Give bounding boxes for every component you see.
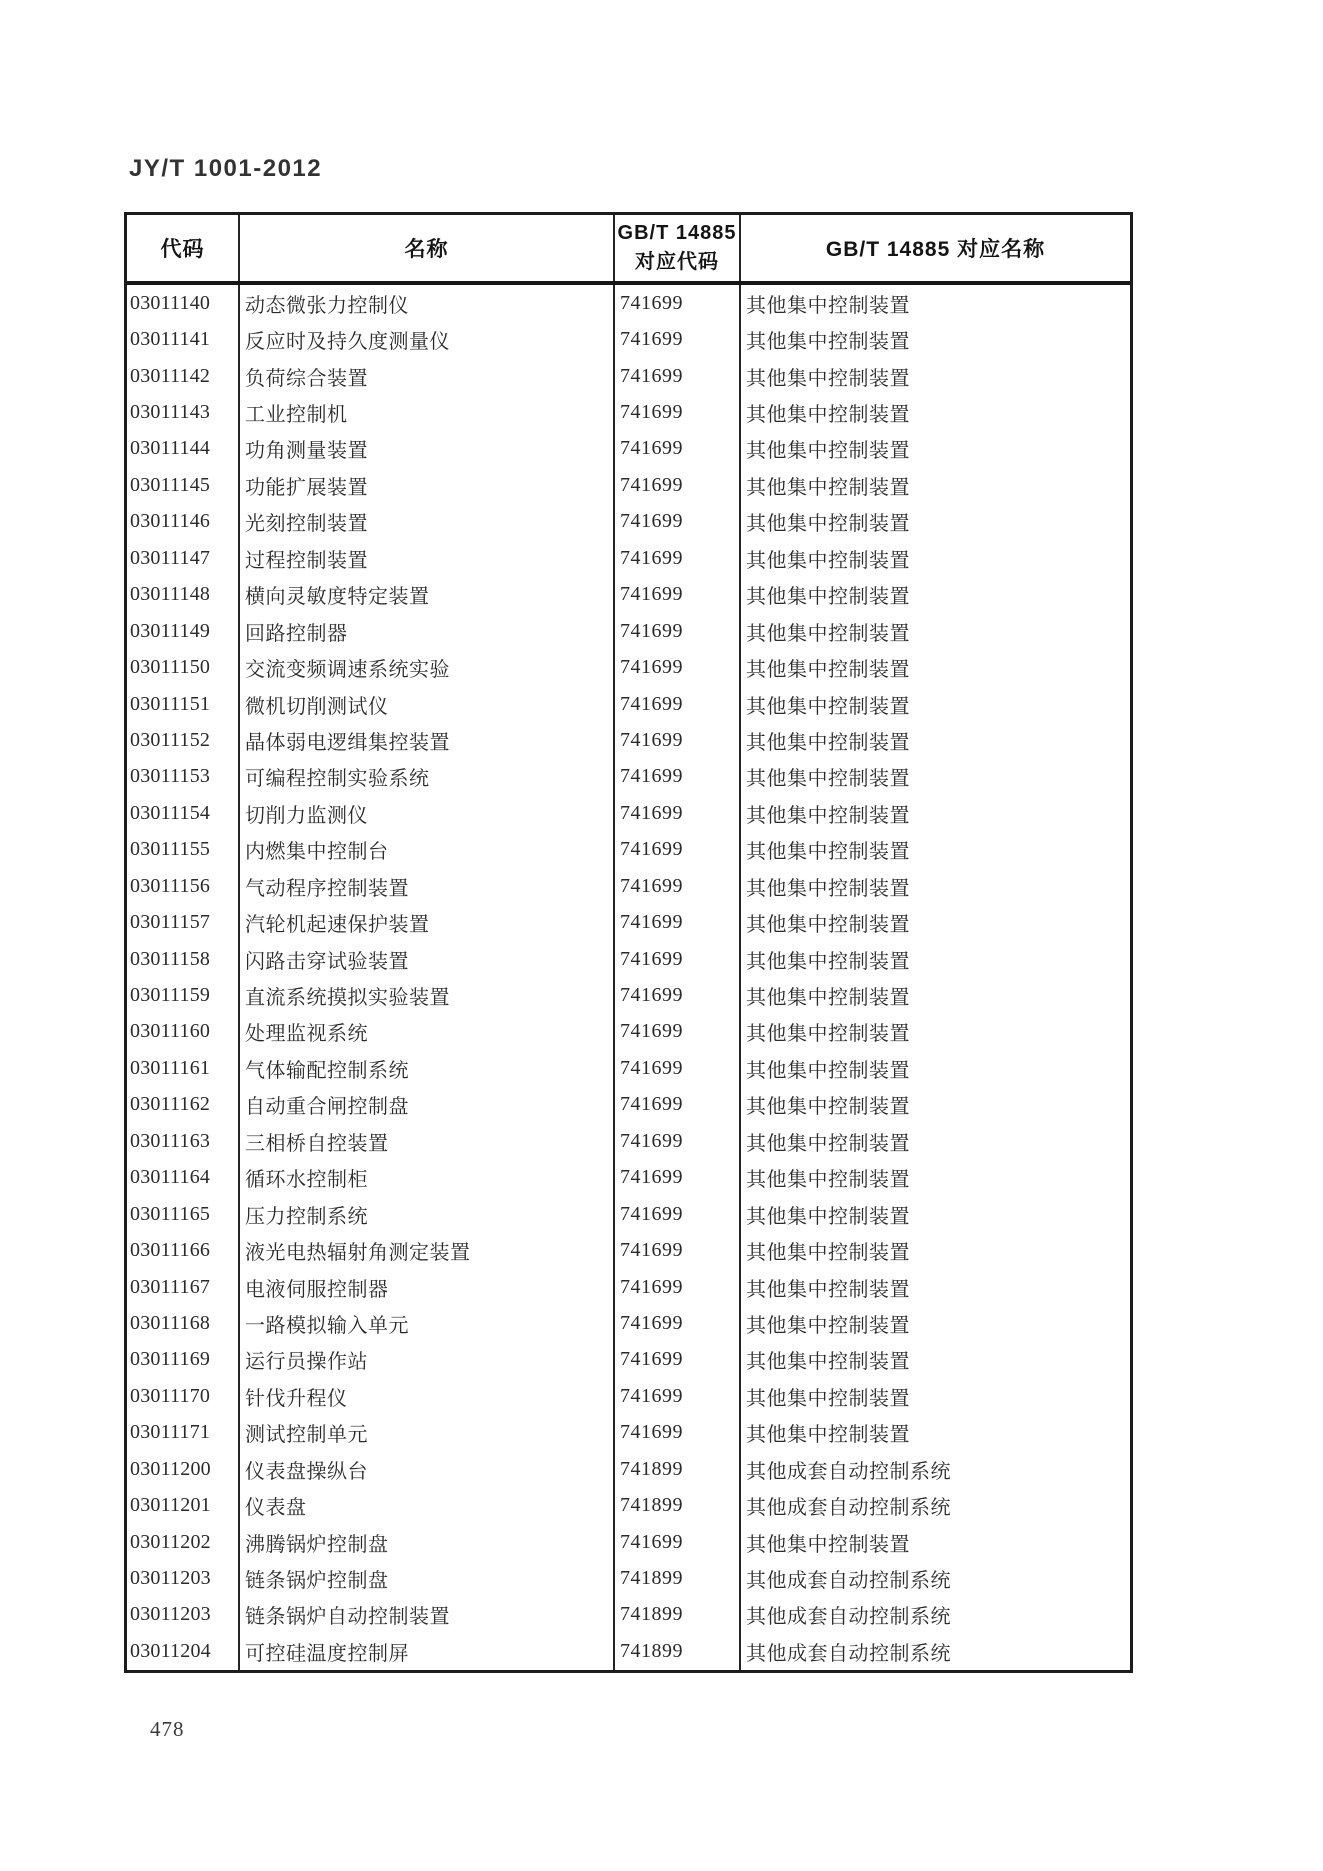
row-gbt-name-cell: 其他集中控制装置 (739, 1160, 1130, 1196)
table-row (127, 832, 1130, 868)
row-gbt-name-cell: 其他集中控制装置 (739, 358, 1130, 394)
table-row (127, 394, 1130, 430)
row-name-cell: 可编程控制实验系统 (238, 759, 613, 795)
row-code-cell: 03011160 (130, 1020, 211, 1043)
table-row (127, 1305, 1130, 1341)
row-code-cell: 03011164 (130, 1166, 211, 1189)
row-gbt-name-cell: 其他集中控制装置 (739, 1014, 1130, 1050)
table-row (127, 1342, 1130, 1378)
row-name-cell: 回路控制器 (238, 613, 613, 649)
table-row (127, 613, 1130, 649)
row-name-cell: 反应时及持久度测量仪 (238, 321, 613, 357)
row-code-cell: 03011204 (130, 1639, 211, 1662)
row-gbt-code-cell: 741699 (613, 504, 739, 540)
row-gbt-name-cell: 其他集中控制装置 (739, 1087, 1130, 1123)
row-gbt-code-cell: 741699 (613, 686, 739, 722)
row-name-cell: 链条锅炉控制盘 (238, 1560, 613, 1596)
row-gbt-name-cell: 其他集中控制装置 (739, 686, 1130, 722)
row-gbt-name-cell: 其他成套自动控制系统 (739, 1597, 1130, 1633)
row-name-cell: 一路模拟输入单元 (238, 1305, 613, 1341)
row-code-cell: 03011147 (130, 546, 211, 569)
table-row (127, 431, 1130, 467)
header-cell-name: 名称 (238, 215, 613, 281)
row-gbt-name-cell: 其他集中控制装置 (739, 1123, 1130, 1159)
header-gbt-code-line2: 对应代码 (635, 251, 719, 273)
row-gbt-code-cell: 741699 (613, 431, 739, 467)
table-row (127, 795, 1130, 831)
code-mapping-table (124, 212, 1133, 1673)
table-row (127, 977, 1130, 1013)
row-code-cell: 03011171 (130, 1421, 211, 1444)
row-gbt-name-cell: 其他集中控制装置 (739, 613, 1130, 649)
row-gbt-name-cell: 其他集中控制装置 (739, 868, 1130, 904)
row-gbt-code-cell: 741699 (613, 285, 739, 321)
row-code-cell: 03011146 (130, 510, 211, 533)
row-code-cell: 03011161 (130, 1056, 211, 1079)
row-code-cell: 03011153 (130, 765, 211, 788)
row-name-cell: 直流系统摸拟实验装置 (238, 977, 613, 1013)
row-name-cell: 运行员操作站 (238, 1342, 613, 1378)
row-gbt-name-cell: 其他集中控制装置 (739, 1342, 1130, 1378)
document-standard-number: JY/T 1001-2012 (129, 155, 323, 182)
table-row (127, 504, 1130, 540)
row-gbt-name-cell: 其他集中控制装置 (739, 321, 1130, 357)
table-row (127, 1633, 1130, 1669)
table-row (127, 358, 1130, 394)
table-row (127, 1196, 1130, 1232)
row-gbt-name-cell: 其他成套自动控制系统 (739, 1451, 1130, 1487)
row-name-cell: 气体输配控制系统 (238, 1050, 613, 1086)
row-code-cell: 03011157 (130, 911, 211, 934)
table-row (127, 1597, 1130, 1633)
row-code-cell: 03011203 (130, 1603, 211, 1626)
row-name-cell: 循环水控制柜 (238, 1160, 613, 1196)
row-gbt-code-cell: 741699 (613, 832, 739, 868)
row-name-cell: 功能扩展装置 (238, 467, 613, 503)
row-gbt-name-cell: 其他集中控制装置 (739, 431, 1130, 467)
row-gbt-code-cell: 741699 (613, 795, 739, 831)
table-row (127, 540, 1130, 576)
row-name-cell: 沸腾锅炉控制盘 (238, 1524, 613, 1560)
row-gbt-name-cell: 其他集中控制装置 (739, 1050, 1130, 1086)
row-gbt-name-cell: 其他集中控制装置 (739, 394, 1130, 430)
row-gbt-name-cell: 其他集中控制装置 (739, 795, 1130, 831)
row-gbt-code-cell: 741899 (613, 1597, 739, 1633)
row-name-cell: 仪表盘操纵台 (238, 1451, 613, 1487)
row-code-cell: 03011165 (130, 1202, 211, 1225)
row-gbt-code-cell: 741699 (613, 1415, 739, 1451)
row-code-cell: 03011143 (130, 401, 211, 424)
row-code-cell: 03011141 (130, 328, 211, 351)
row-gbt-name-cell: 其他集中控制装置 (739, 1524, 1130, 1560)
table-row (127, 1160, 1130, 1196)
row-code-cell: 03011150 (130, 656, 211, 679)
row-gbt-code-cell: 741699 (613, 1378, 739, 1414)
row-code-cell: 03011144 (130, 437, 211, 460)
table-row (127, 285, 1130, 321)
table-row (127, 1378, 1130, 1414)
table-row (127, 577, 1130, 613)
row-code-cell: 03011163 (130, 1129, 211, 1152)
row-gbt-name-cell: 其他集中控制装置 (739, 941, 1130, 977)
row-gbt-code-cell: 741699 (613, 467, 739, 503)
row-gbt-name-cell: 其他集中控制装置 (739, 832, 1130, 868)
row-code-cell: 03011142 (130, 364, 211, 387)
table-row (127, 1560, 1130, 1596)
table-row (127, 1050, 1130, 1086)
row-name-cell: 工业控制机 (238, 394, 613, 430)
table-row (127, 1123, 1130, 1159)
header-cell-gbt-code (613, 215, 739, 281)
table-row (127, 941, 1130, 977)
row-name-cell: 微机切削测试仪 (238, 686, 613, 722)
row-gbt-name-cell: 其他集中控制装置 (739, 467, 1130, 503)
row-gbt-code-cell: 741699 (613, 1524, 739, 1560)
row-name-cell: 光刻控制装置 (238, 504, 613, 540)
table-row (127, 722, 1130, 758)
row-code-cell: 03011203 (130, 1567, 211, 1590)
row-code-cell: 03011145 (130, 473, 211, 496)
row-code-cell: 03011151 (130, 692, 211, 715)
row-gbt-code-cell: 741899 (613, 1451, 739, 1487)
row-gbt-name-cell: 其他集中控制装置 (739, 1415, 1130, 1451)
row-code-cell: 03011169 (130, 1348, 211, 1371)
row-code-cell: 03011159 (130, 984, 211, 1007)
table-header-row (127, 215, 1130, 285)
row-name-cell: 过程控制装置 (238, 540, 613, 576)
row-name-cell: 闪路击穿试验装置 (238, 941, 613, 977)
row-gbt-code-cell: 741699 (613, 394, 739, 430)
row-name-cell: 三相桥自控装置 (238, 1123, 613, 1159)
row-gbt-name-cell: 其他集中控制装置 (739, 759, 1130, 795)
row-code-cell: 03011168 (130, 1311, 211, 1334)
row-name-cell: 气动程序控制装置 (238, 868, 613, 904)
row-name-cell: 内燃集中控制台 (238, 832, 613, 868)
header-cell-gbt-name: GB/T 14885 对应名称 (739, 215, 1130, 281)
row-code-cell: 03011148 (130, 583, 211, 606)
row-gbt-code-cell: 741699 (613, 577, 739, 613)
table-row (127, 1524, 1130, 1560)
row-code-cell: 03011170 (130, 1384, 211, 1407)
row-gbt-name-cell: 其他集中控制装置 (739, 1305, 1130, 1341)
row-name-cell: 负荷综合装置 (238, 358, 613, 394)
row-code-cell: 03011154 (130, 801, 211, 824)
row-code-cell: 03011167 (130, 1275, 211, 1298)
row-gbt-name-cell: 其他集中控制装置 (739, 1269, 1130, 1305)
header-cell-code: 代码 (160, 238, 205, 261)
row-name-cell: 功角测量装置 (238, 431, 613, 467)
row-gbt-code-cell: 741699 (613, 904, 739, 940)
row-gbt-code-cell: 741699 (613, 649, 739, 685)
header-gbt-code-line1: GB/T 14885 (617, 222, 737, 244)
row-code-cell: 03011162 (130, 1093, 211, 1116)
row-name-cell: 切削力监测仪 (238, 795, 613, 831)
row-gbt-name-cell: 其他集中控制装置 (739, 285, 1130, 321)
row-gbt-code-cell: 741699 (613, 868, 739, 904)
row-gbt-name-cell: 其他集中控制装置 (739, 977, 1130, 1013)
table-row (127, 321, 1130, 357)
row-name-cell: 处理监视系统 (238, 1014, 613, 1050)
table-row (127, 868, 1130, 904)
row-name-cell: 液光电热辐射角测定装置 (238, 1232, 613, 1268)
row-name-cell: 链条锅炉自动控制装置 (238, 1597, 613, 1633)
row-code-cell: 03011158 (130, 947, 211, 970)
row-code-cell: 03011200 (130, 1457, 211, 1480)
row-gbt-code-cell: 741699 (613, 1269, 739, 1305)
row-code-cell: 03011166 (130, 1239, 211, 1262)
row-gbt-code-cell: 741699 (613, 1196, 739, 1232)
row-code-cell: 03011149 (130, 619, 211, 642)
table-body (127, 285, 1130, 1670)
table-row (127, 1014, 1130, 1050)
row-gbt-code-cell: 741699 (613, 1050, 739, 1086)
row-gbt-name-cell: 其他集中控制装置 (739, 540, 1130, 576)
row-name-cell: 针伐升程仪 (238, 1378, 613, 1414)
row-gbt-code-cell: 741699 (613, 1305, 739, 1341)
row-name-cell: 测试控制单元 (238, 1415, 613, 1451)
row-code-cell: 03011202 (130, 1530, 211, 1553)
row-gbt-name-cell: 其他集中控制装置 (739, 1378, 1130, 1414)
row-gbt-code-cell: 741899 (613, 1560, 739, 1596)
row-code-cell: 03011156 (130, 874, 211, 897)
page-number: 478 (150, 1717, 185, 1741)
row-gbt-code-cell: 741699 (613, 613, 739, 649)
row-gbt-code-cell: 741699 (613, 1123, 739, 1159)
row-gbt-code-cell: 741699 (613, 321, 739, 357)
row-gbt-code-cell: 741699 (613, 1160, 739, 1196)
row-gbt-name-cell: 其他集中控制装置 (739, 722, 1130, 758)
row-name-cell: 可控硅温度控制屏 (238, 1633, 613, 1669)
row-name-cell: 电液伺服控制器 (238, 1269, 613, 1305)
row-gbt-name-cell: 其他成套自动控制系统 (739, 1633, 1130, 1669)
row-gbt-code-cell: 741699 (613, 941, 739, 977)
row-gbt-code-cell: 741699 (613, 1087, 739, 1123)
row-name-cell: 仪表盘 (238, 1487, 613, 1523)
row-gbt-name-cell: 其他集中控制装置 (739, 649, 1130, 685)
table-row (127, 1487, 1130, 1523)
row-gbt-name-cell: 其他成套自动控制系统 (739, 1560, 1130, 1596)
table-row (127, 649, 1130, 685)
row-gbt-code-cell: 741899 (613, 1633, 739, 1669)
row-gbt-code-cell: 741699 (613, 540, 739, 576)
row-name-cell: 压力控制系统 (238, 1196, 613, 1232)
table-row (127, 904, 1130, 940)
row-gbt-code-cell: 741699 (613, 1232, 739, 1268)
row-gbt-code-cell: 741699 (613, 1342, 739, 1378)
table-row (127, 1087, 1130, 1123)
table-row (127, 686, 1130, 722)
table-row (127, 1269, 1130, 1305)
row-gbt-name-cell: 其他集中控制装置 (739, 1196, 1130, 1232)
row-gbt-name-cell: 其他集中控制装置 (739, 1232, 1130, 1268)
row-gbt-code-cell: 741699 (613, 1014, 739, 1050)
table-row (127, 467, 1130, 503)
table-row (127, 1451, 1130, 1487)
row-gbt-code-cell: 741699 (613, 722, 739, 758)
row-gbt-code-cell: 741899 (613, 1487, 739, 1523)
table-row (127, 1415, 1130, 1451)
row-code-cell: 03011201 (130, 1494, 211, 1517)
table-row (127, 759, 1130, 795)
row-gbt-name-cell: 其他集中控制装置 (739, 504, 1130, 540)
row-code-cell: 03011140 (130, 291, 211, 314)
row-code-cell: 03011152 (130, 728, 211, 751)
row-gbt-code-cell: 741699 (613, 759, 739, 795)
row-gbt-code-cell: 741699 (613, 977, 739, 1013)
row-name-cell: 汽轮机起速保护装置 (238, 904, 613, 940)
row-code-cell: 03011155 (130, 838, 211, 861)
row-name-cell: 交流变频调速系统实验 (238, 649, 613, 685)
row-gbt-name-cell: 其他集中控制装置 (739, 577, 1130, 613)
row-name-cell: 动态微张力控制仪 (238, 285, 613, 321)
row-name-cell: 自动重合闸控制盘 (238, 1087, 613, 1123)
row-name-cell: 晶体弱电逻缉集控装置 (238, 722, 613, 758)
row-gbt-name-cell: 其他集中控制装置 (739, 904, 1130, 940)
row-name-cell: 横向灵敏度特定装置 (238, 577, 613, 613)
row-gbt-name-cell: 其他成套自动控制系统 (739, 1487, 1130, 1523)
table-row (127, 1232, 1130, 1268)
row-gbt-code-cell: 741699 (613, 358, 739, 394)
